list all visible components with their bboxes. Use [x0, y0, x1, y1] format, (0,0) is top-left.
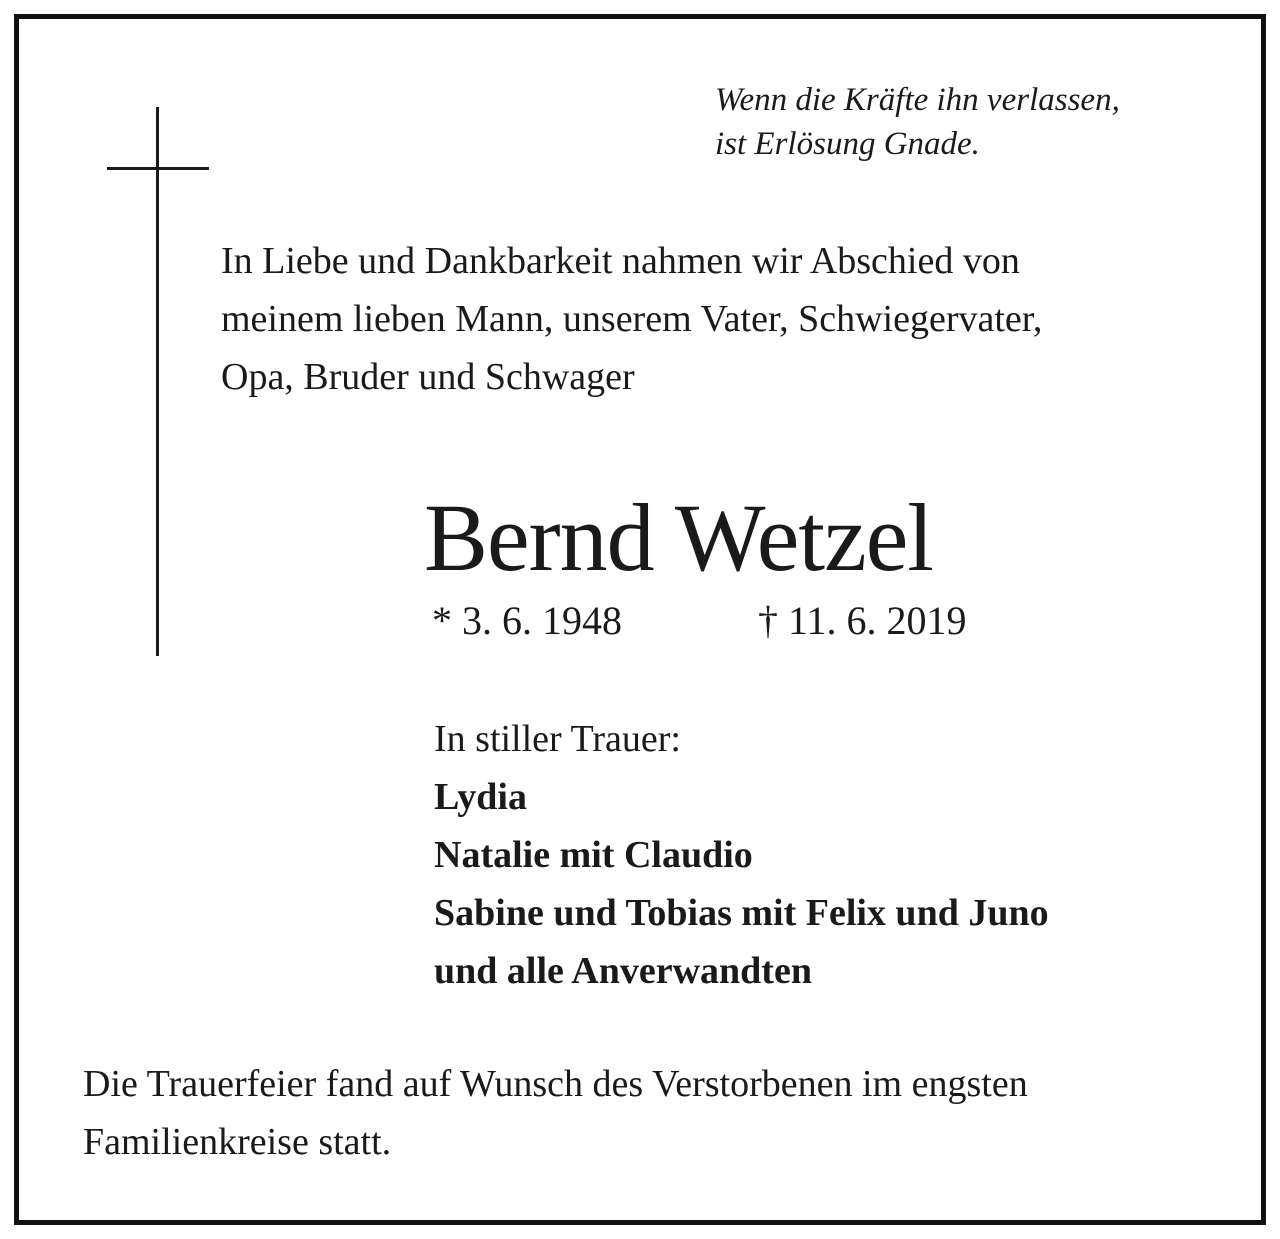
cross-icon-bar	[107, 167, 209, 170]
motto-line-1: Wenn die Kräfte ihn verlassen,	[715, 82, 1120, 118]
mourner-name: Natalie mit Claudio	[434, 834, 753, 876]
cross-icon	[156, 107, 159, 656]
mourner-name: und alle Anverwandten	[434, 950, 812, 992]
life-dates	[432, 596, 1032, 646]
motto-line-2: ist Erlösung Gnade.	[715, 126, 980, 162]
mourners-lead: In stiller Trauer:	[434, 718, 681, 760]
birth-date: * 3. 6. 1948	[432, 598, 622, 643]
death-date: † 11. 6. 2019	[758, 598, 967, 643]
intro-line-1: In Liebe und Dankbarkeit nahmen wir Abschied von	[221, 240, 1020, 282]
mourners-list	[434, 710, 1234, 1000]
mourner-name: Lydia	[434, 776, 527, 818]
closing-line-2: Familienkreise statt.	[83, 1121, 392, 1163]
intro-text	[221, 232, 1221, 406]
motto-quote	[715, 78, 1235, 166]
mourner-name: Sabine und Tobias mit Felix und Juno	[434, 892, 1049, 934]
closing-line-1: Die Trauerfeier fand auf Wunsch des Verstorbenen im engsten	[83, 1063, 1028, 1105]
intro-line-3: Opa, Bruder und Schwager	[221, 356, 635, 398]
deceased-name: Bernd Wetzel	[424, 484, 933, 591]
closing-note	[83, 1055, 1233, 1171]
intro-line-2: meinem lieben Mann, unserem Vater, Schwiegervater,	[221, 298, 1043, 340]
